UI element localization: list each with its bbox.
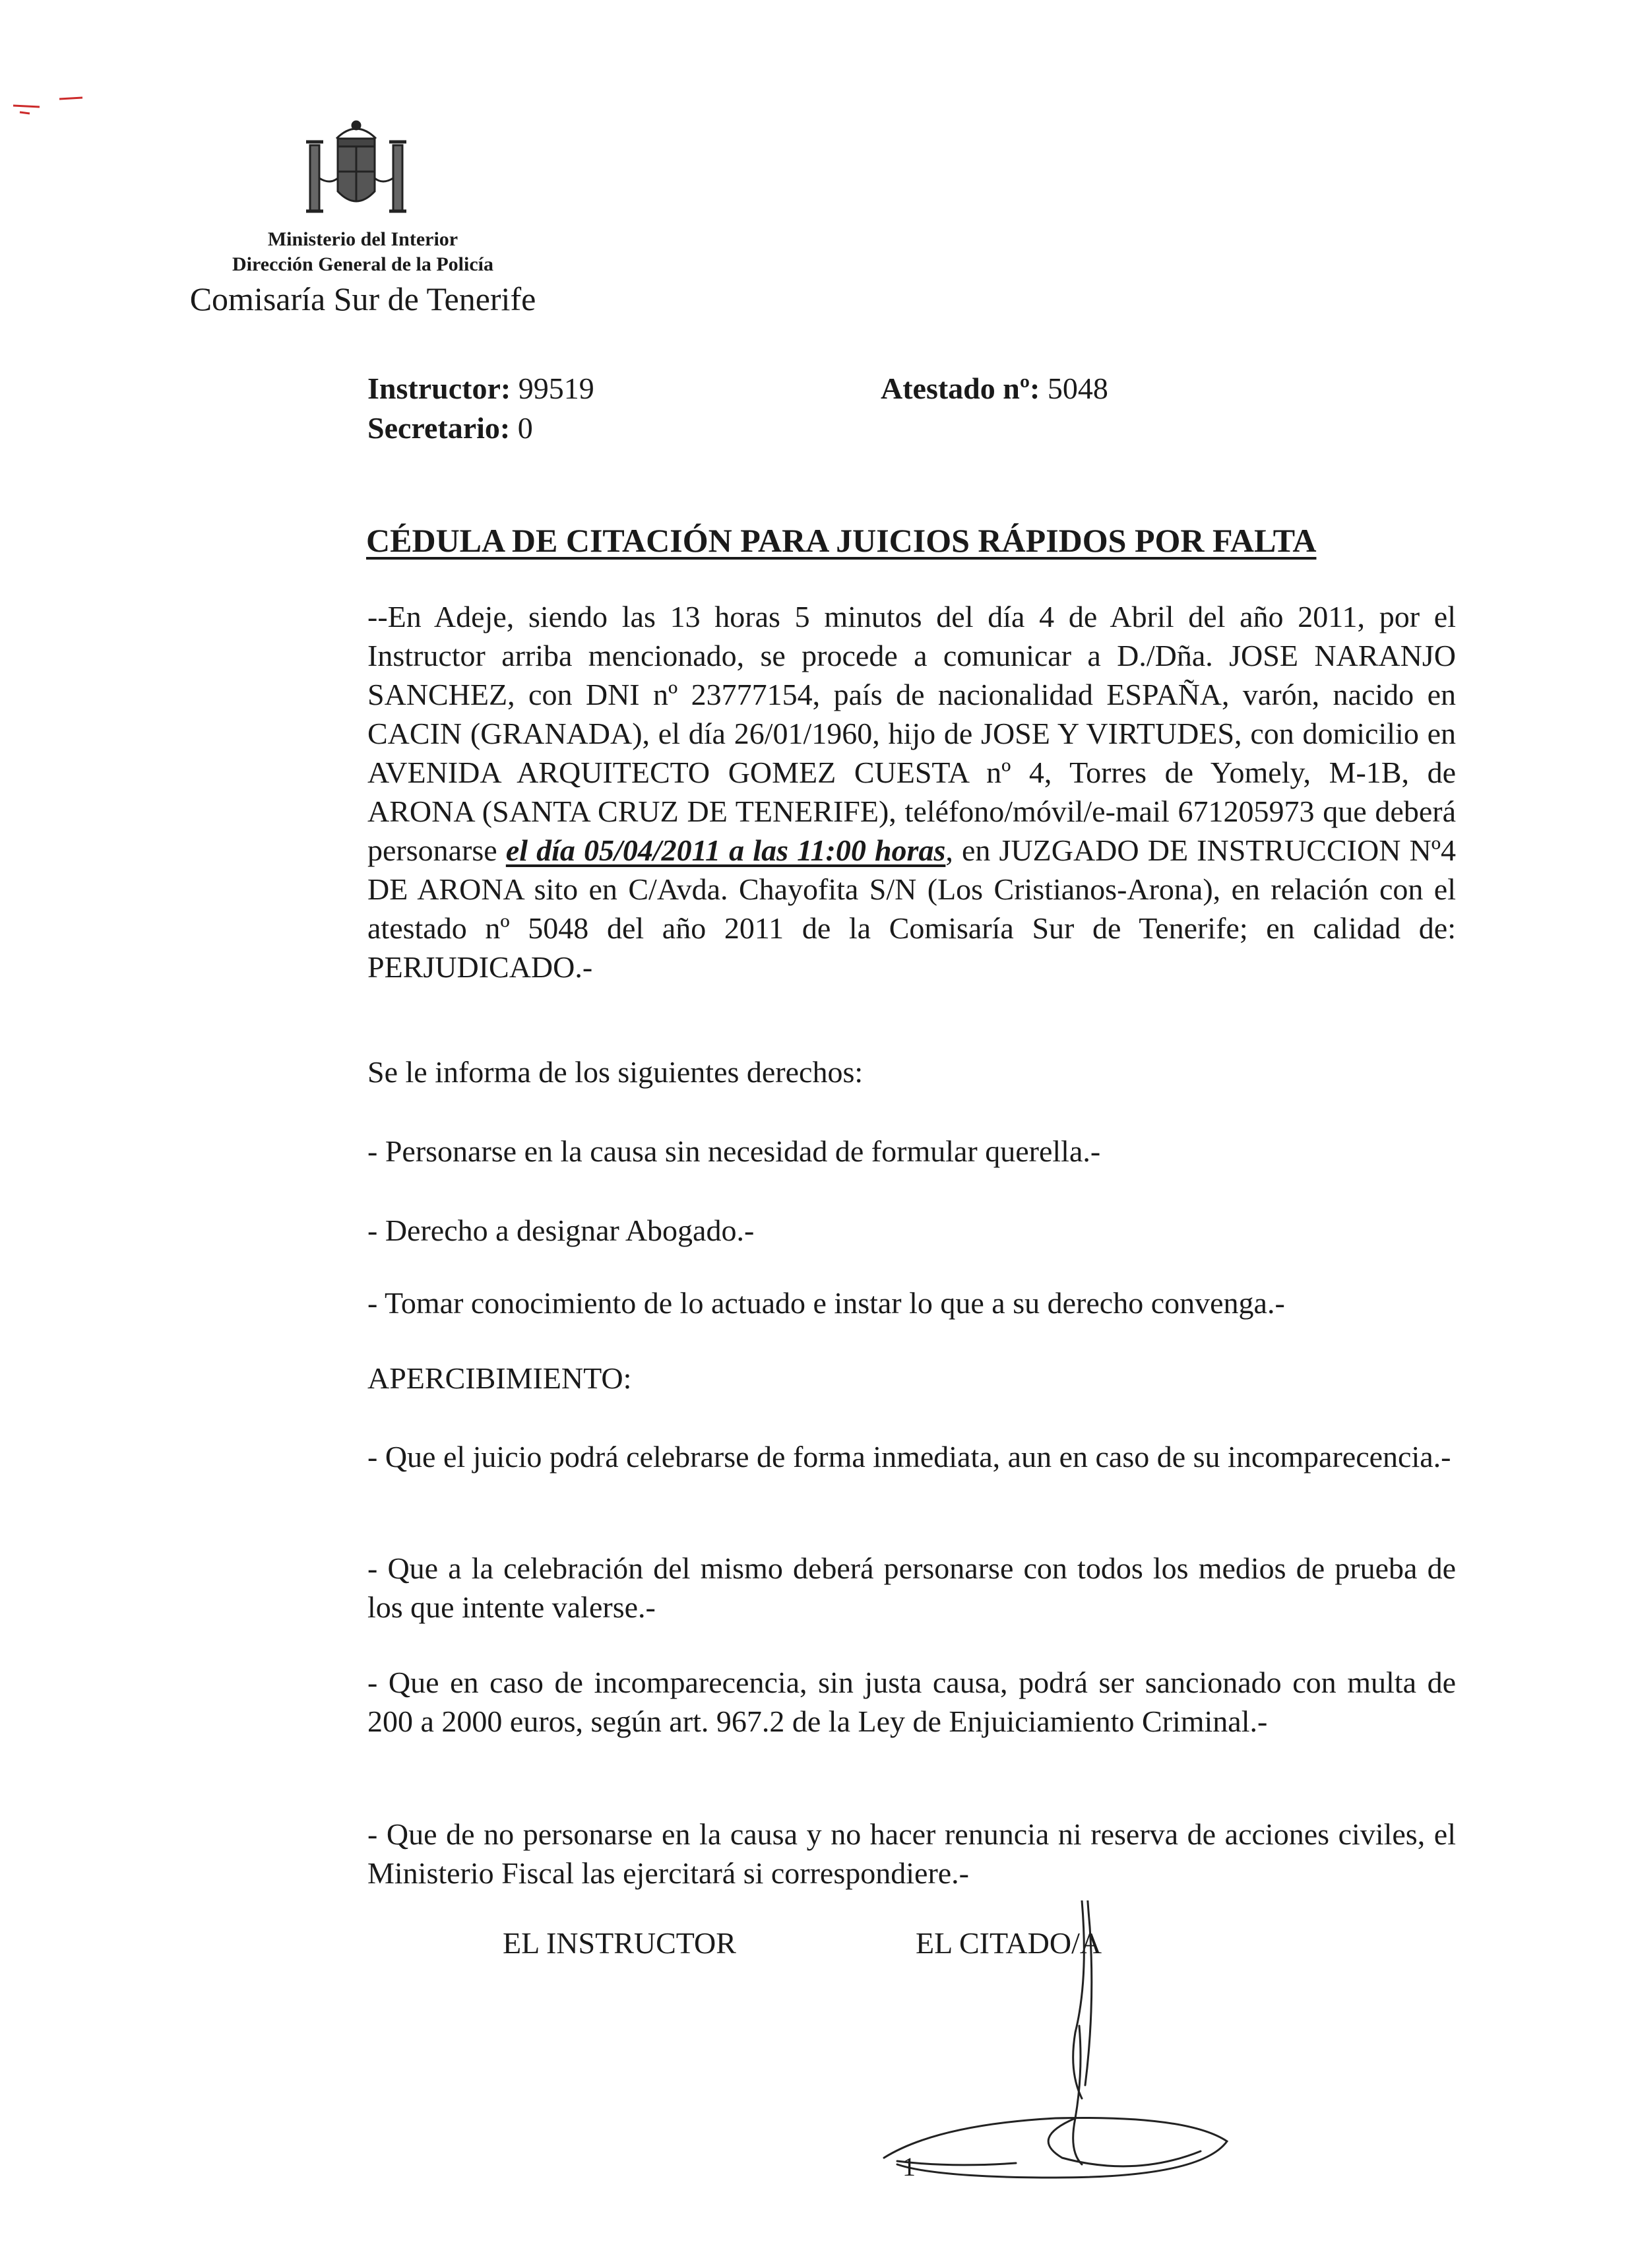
secretario-value: 0: [517, 411, 533, 445]
ministry-name: Ministerio del Interior: [267, 228, 458, 250]
document-title: CÉDULA DE CITACIÓN PARA JUICIOS RÁPIDOS POR FALTA: [366, 522, 1317, 559]
appointment-date-time: el día 05/04/2011 a las 11:00 horas: [505, 833, 946, 867]
warning-heading: APERCIBIMIENTO:: [367, 1361, 632, 1395]
directorate-name: Dirección General de la Policía: [232, 253, 494, 275]
coat-of-arms-icon: [290, 112, 422, 231]
instructor-label: Instructor:: [367, 372, 511, 405]
rights-item: - Derecho a designar Abogado.-: [367, 1214, 755, 1247]
instructor-signature-label: EL INSTRUCTOR: [503, 1926, 736, 1960]
rights-intro: Se le informa de los siguientes derechos:: [367, 1055, 864, 1089]
rights-item: - Tomar conocimiento de lo actuado e instar lo que a su derecho convenga.-: [367, 1286, 1285, 1320]
handwritten-signature: [858, 1900, 1253, 2204]
citation-text-after: , en JUZGADO DE INSTRUCCION Nº4 DE ARONA sito en C/Avda. Chayofita S/N (Los Cristianos-Arona), en relación con el atestado nº 5048 del año 2011 de la Comisaría Sur de Tenerife; en calidad de: PERJUDICADO.-: [367, 833, 1457, 984]
rights-item: - Personarse en la causa sin necesidad de formular querella.-: [367, 1134, 1101, 1168]
citation-paragraph: [367, 597, 1456, 987]
citation-text-before: --En Adeje, siendo las 13 horas 5 minutos del día 4 de Abril del año 2011, por el Instructor arriba mencionado, se procede a comunicar a D./Dña. JOSE NARANJO SANCHEZ, con DNI nº 23777154, país de nacionalidad ESPAÑA, varón, nacido en CACIN (GRANADA), el día 26/01/1960, hijo de JOSE Y VIRTUDES, con domicilio en AVENIDA ARQUITECTO GOMEZ CUESTA nº 4, Torres de Yomely, M-1B, de ARONA (SANTA CRUZ DE TENERIFE), teléfono/móvil/e-mail 671205973 que deberá personarse: [367, 600, 1456, 867]
instructor-line: [367, 371, 594, 406]
warning-item: - Que en caso de incomparecencia, sin justa causa, podrá ser sancionado con multa de 200 a 2000 euros, según art. 967.2 de la Ley de Enjuiciamiento Criminal.-: [367, 1666, 1456, 1738]
warning-item: - Que a la celebración del mismo deberá personarse con todos los medios de prueba de los que intente valerse.-: [367, 1551, 1456, 1624]
instructor-value: 99519: [518, 372, 594, 405]
warning-item: - Que el juicio podrá celebrarse de forma inmediata, aun en caso de su incomparecencia.-: [367, 1440, 1451, 1474]
station-name: Comisaría Sur de Tenerife: [189, 280, 536, 317]
atestado-line: [881, 371, 1108, 406]
page-number: 1: [902, 2152, 916, 2182]
secretario-label: Secretario:: [367, 411, 511, 445]
warning-item: - Que de no personarse en la causa y no hacer renuncia ni reserva de acciones civiles, el Ministerio Fiscal las ejercitará si correspondiere.-: [367, 1817, 1456, 1890]
citado-signature-label: EL CITADO/A: [916, 1926, 1102, 1960]
atestado-label: Atestado nº:: [881, 372, 1040, 405]
scan-mark: [0, 79, 92, 119]
atestado-value: 5048: [1047, 372, 1108, 405]
secretario-line: [367, 410, 533, 445]
